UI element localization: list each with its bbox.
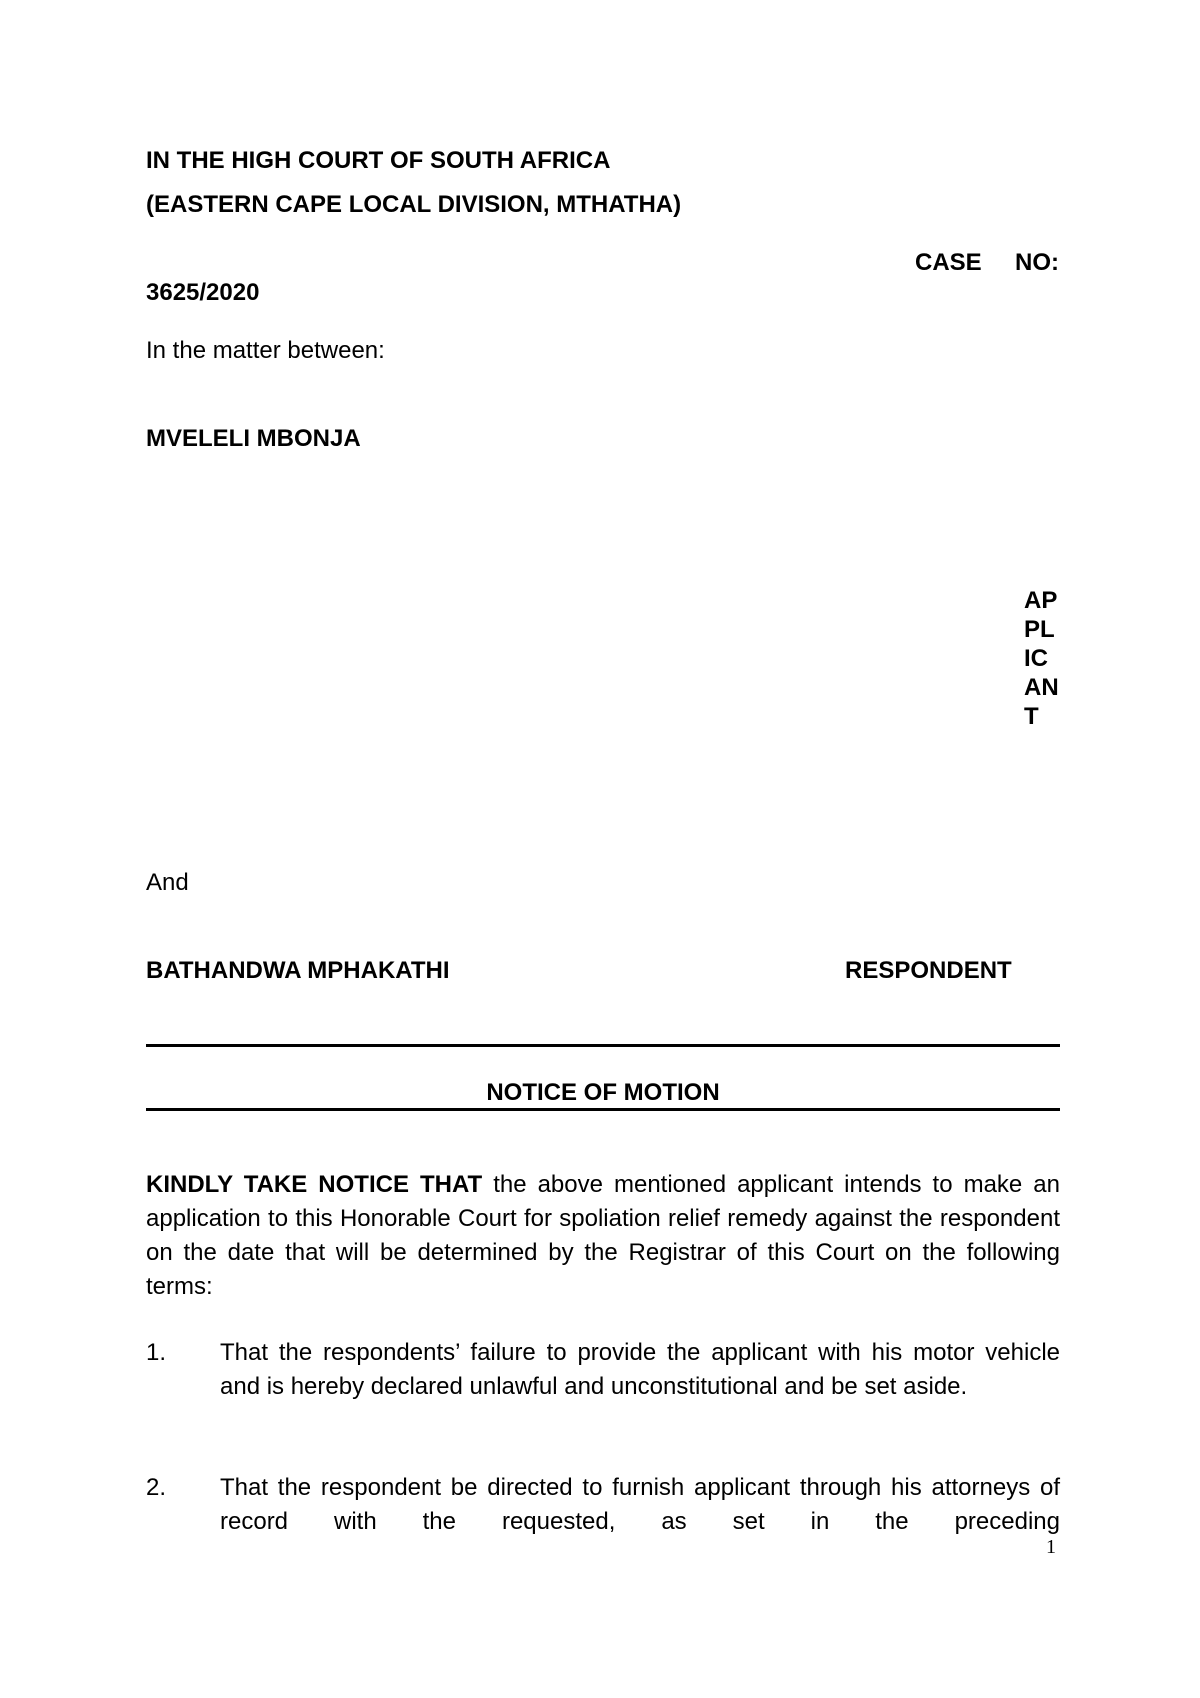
conjunction-and: And — [146, 869, 189, 896]
respondent-label: RESPONDENT — [845, 957, 1012, 984]
case-label-case: CASE — [915, 249, 982, 276]
notice-text: the above mentioned applicant intends to make an application to this Honorable Court for spoliation relief remedy against the respondent on the date that will be determined by the Registrar of this Court on the following terms: — [146, 1171, 1060, 1300]
respondent-name: BATHANDWA MPHAKATHI — [146, 957, 450, 984]
applicant-label-part: PL — [1024, 616, 1055, 643]
item-number: 1. — [146, 1339, 167, 1366]
notice-lead: KINDLY TAKE NOTICE THAT — [146, 1171, 483, 1198]
case-label-no: NO: — [1015, 249, 1059, 276]
item-text: That the respondents’ failure to provide the applicant with his motor vehicle and is hereby declared unlawful and unconstitutional and be set aside. — [220, 1339, 1060, 1400]
bottom-divider — [146, 1108, 1060, 1111]
item-number: 2. — [146, 1474, 167, 1501]
applicant-label-part: T — [1024, 703, 1039, 730]
notice-paragraph — [146, 1168, 1060, 1304]
applicant-label-part: IC — [1024, 645, 1048, 672]
applicant-label-part: AP — [1024, 587, 1058, 614]
applicant-name: MVELELI MBONJA — [146, 425, 361, 452]
document-title: NOTICE OF MOTION — [486, 1079, 720, 1106]
applicant-label-stack — [1024, 586, 1084, 731]
item-text: That the respondent be directed to furnish applicant through his attorneys of record with the requested, as set in the preceding — [220, 1474, 1060, 1535]
top-divider — [146, 1044, 1060, 1047]
matter-intro: In the matter between: — [146, 337, 385, 364]
court-name-line1: IN THE HIGH COURT OF SOUTH AFRICA — [146, 147, 611, 174]
case-number: 3625/2020 — [146, 279, 260, 306]
court-division-line2: (EASTERN CAPE LOCAL DIVISION, MTHATHA) — [146, 191, 682, 218]
page-number: 1 — [1046, 1536, 1056, 1558]
applicant-label-part: AN — [1024, 674, 1059, 701]
